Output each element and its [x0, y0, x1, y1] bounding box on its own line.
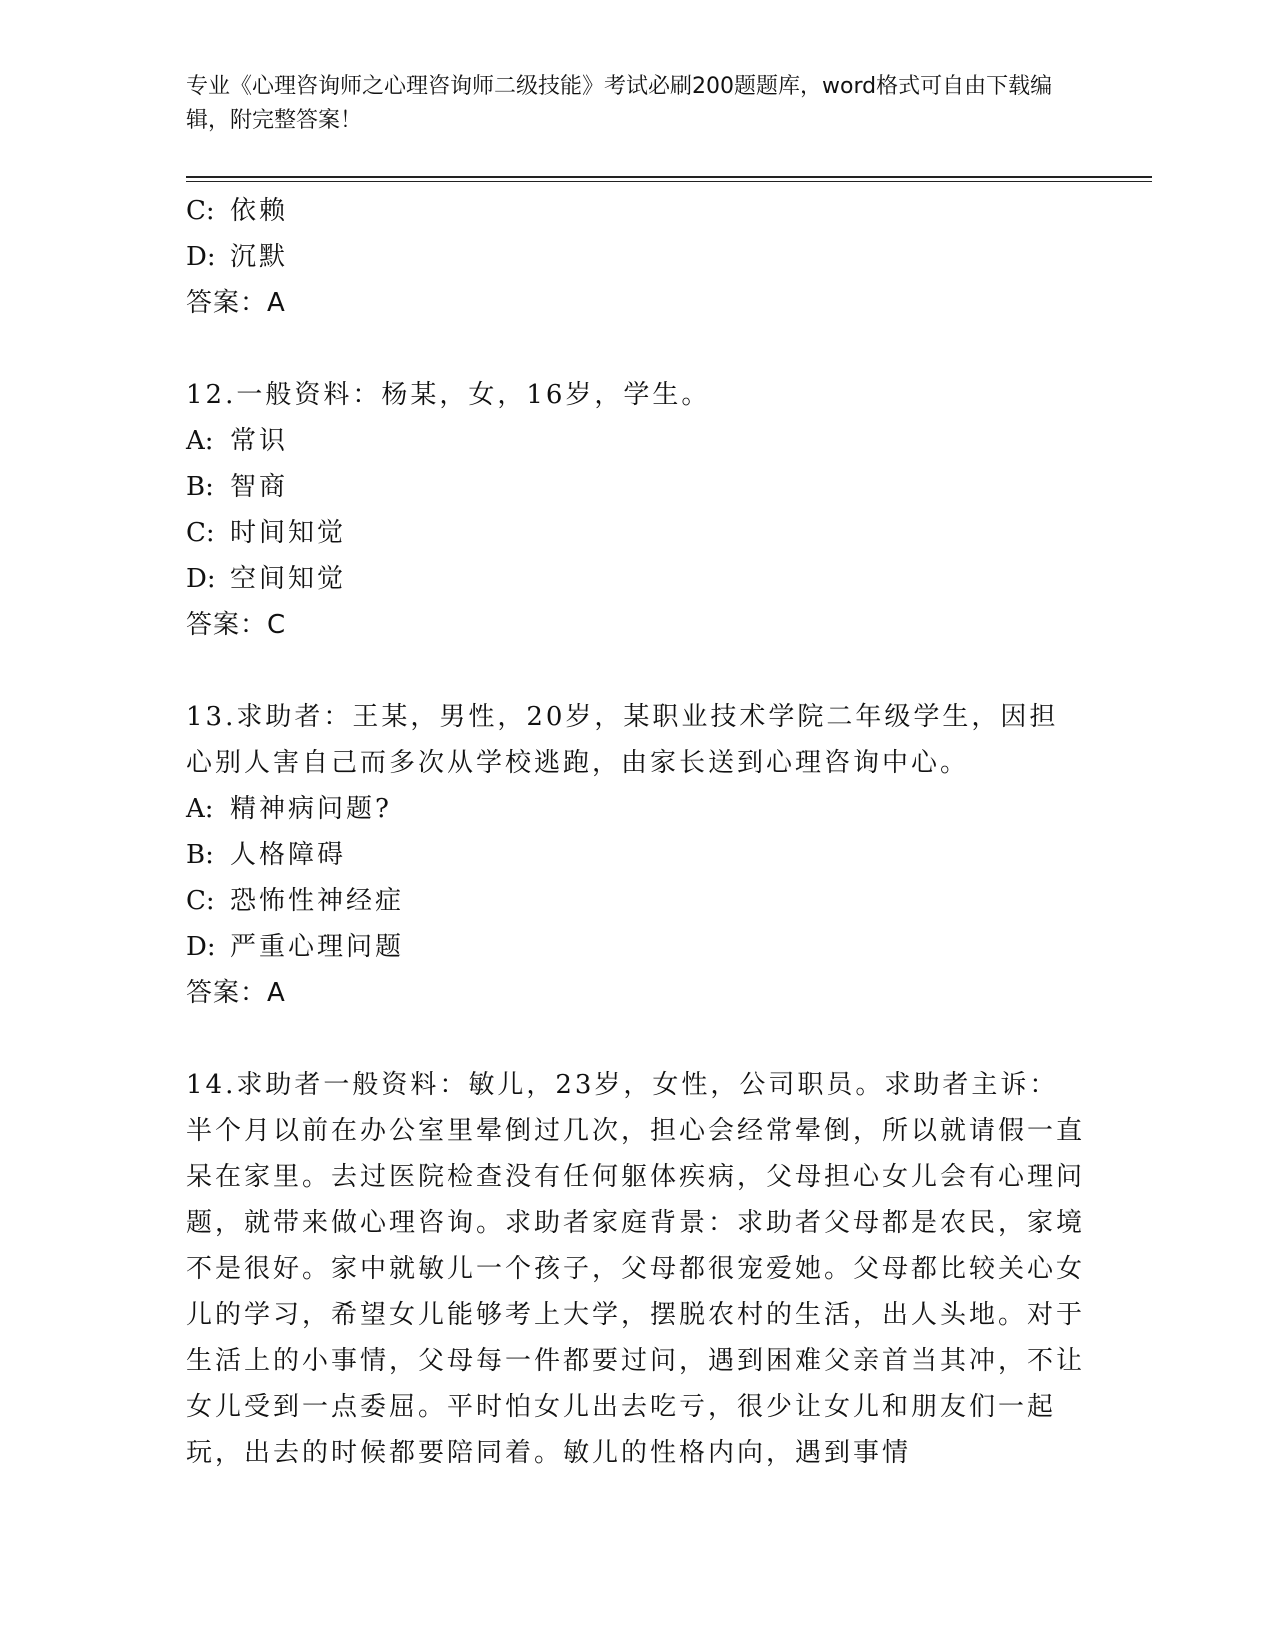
answer-line: 答案：C: [186, 610, 287, 640]
option-c: [186, 188, 1086, 234]
option-key: C:: [186, 196, 215, 226]
option-a: [186, 418, 1086, 464]
option-key: B:: [186, 840, 214, 870]
header-divider: [186, 176, 1152, 182]
answer-line: 答案：A: [186, 978, 286, 1008]
page-header: 专业《心理咨询师之心理咨询师二级技能》考试必刷200题题库，word格式可自由下载编辑，附完整答案！: [186, 74, 1053, 133]
answer-line: 答案：A: [186, 288, 286, 318]
option-text: 空间知觉: [230, 564, 347, 594]
option-text: 常识: [230, 426, 289, 456]
option-key: A:: [186, 794, 214, 824]
option-key: C:: [186, 518, 215, 548]
option-text: 时间知觉: [230, 518, 347, 548]
option-text: 精神病问题?: [230, 794, 392, 824]
option-b: [186, 832, 1086, 878]
option-key: B:: [186, 472, 214, 502]
question-stem: 12.一般资料：杨某，女，16岁，学生。: [186, 380, 711, 410]
option-a: [186, 786, 1086, 832]
option-c: [186, 878, 1086, 924]
option-key: D:: [186, 932, 216, 962]
option-text: 智商: [230, 472, 289, 502]
option-d: [186, 234, 1086, 280]
option-text: 恐怖性神经症: [230, 886, 405, 916]
question-12: [186, 372, 1086, 648]
question-stem: 13.求助者：王某，男性，20岁，某职业技术学院二年级学生，因担心别人害自己而多次从学校逃跑，由家长送到心理咨询中心。: [186, 702, 1059, 778]
option-text: 依赖: [230, 196, 289, 226]
spacer: [186, 1016, 1086, 1062]
option-key: D:: [186, 564, 216, 594]
option-key: D:: [186, 242, 216, 272]
option-key: A:: [186, 426, 214, 456]
question-content: [186, 188, 1086, 1476]
option-c: [186, 510, 1086, 556]
option-d: [186, 924, 1086, 970]
option-text: 严重心理问题: [230, 932, 405, 962]
spacer: [186, 326, 1086, 372]
option-text: 人格障碍: [230, 840, 347, 870]
option-b: [186, 464, 1086, 510]
option-text: 沉默: [230, 242, 289, 272]
spacer: [186, 648, 1086, 694]
option-d: [186, 556, 1086, 602]
question-stem: 14.求助者一般资料：敏儿，23岁，女性，公司职员。求助者主诉：半个月以前在办公室里晕倒过几次，担心会经常晕倒，所以就请假一直呆在家里。去过医院检查没有任何躯体疾病，父母担心女儿会有心理问题，就带来做心理咨询。求助者家庭背景：求助者父母都是农民，家境不是很好。家中就敏儿一个孩子，父母都很宠爱她。父母都比较关心女儿的学习，希望女儿能够考上大学，摆脱农村的生活，出人头地。对于生活上的小事情，父母每一件都要过问，遇到困难父亲首当其冲，不让女儿受到一点委屈。平时怕女儿出去吃亏，很少让女儿和朋友们一起玩，出去的时候都要陪同着。敏儿的性格内向，遇到事情: [186, 1070, 1086, 1468]
question-13: [186, 694, 1086, 1016]
question-14: [186, 1062, 1086, 1476]
question-11-tail: [186, 188, 1086, 326]
option-key: C:: [186, 886, 215, 916]
